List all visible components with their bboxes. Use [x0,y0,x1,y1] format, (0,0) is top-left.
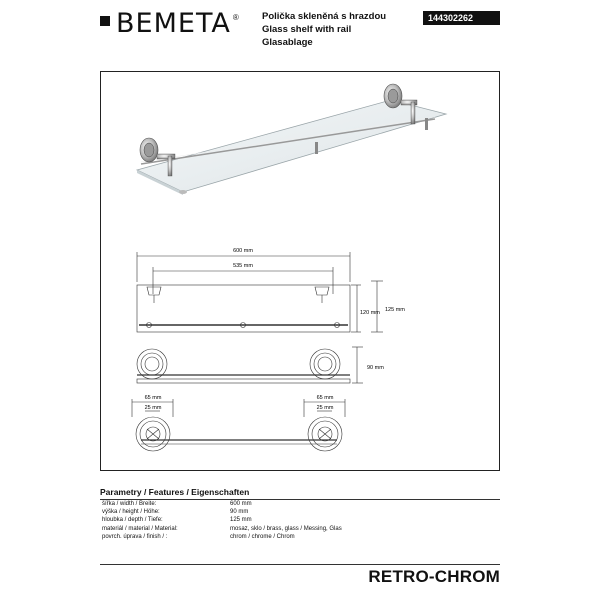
title-en: Glass shelf with rail [262,24,352,35]
spec-row [100,525,500,533]
spec-key: materiál / material / Material: [102,525,178,532]
technical-drawing [101,72,499,470]
spec-value: mosaz, sklo / brass, glass / Messing, Glas [230,525,342,532]
brand-name: BEMETA [116,8,231,39]
spec-row [100,516,500,524]
registered-mark: ® [232,13,239,22]
spec-key: výška / height / Höhe: [102,509,160,516]
spec-row [100,533,500,541]
spec-key: hloubka / depth / Tiefe: [102,517,163,524]
spec-row [100,508,500,516]
spec-key: povrch. úprava / finish / : [102,533,168,540]
technical-drawing-frame [100,71,500,471]
dim-height-90: 90 mm [367,365,384,371]
dim-left-25: 25 mm [144,405,162,411]
spec-value: 90 mm [230,509,249,516]
spec-row [100,500,500,508]
spec-key: šířka / width / Breite: [102,501,157,507]
dim-depth-125: 125 mm [385,307,405,313]
specs-section [100,485,500,541]
title-cz: Polička skleněná s hrazdou [262,11,387,22]
spec-value: 600 mm [230,501,252,507]
product-title [262,10,386,49]
dim-width-600: 600 mm [233,248,253,254]
brand-logo [100,10,239,38]
dim-left-65: 65 mm [144,395,162,401]
top-view [137,252,383,332]
spec-value: 125 mm [230,517,252,524]
product-code: 144302262 [423,11,500,25]
footer-divider [100,564,500,565]
spec-value: chrom / chrome / Chrom [230,533,295,540]
product-photo [137,84,446,195]
model-name: RETRO-CHROM [368,567,500,586]
specs-title: Parametry / Features / Eigenschaften [100,487,250,497]
dim-right-65: 65 mm [316,395,334,401]
bottom-view [132,399,345,451]
logo-square-icon [100,16,110,26]
front-view [137,347,363,383]
dim-depth-120: 120 mm [360,310,380,316]
title-de: Glasablage [262,37,313,48]
dim-right-25: 25 mm [316,405,334,411]
dim-width-535: 535 mm [233,263,253,269]
